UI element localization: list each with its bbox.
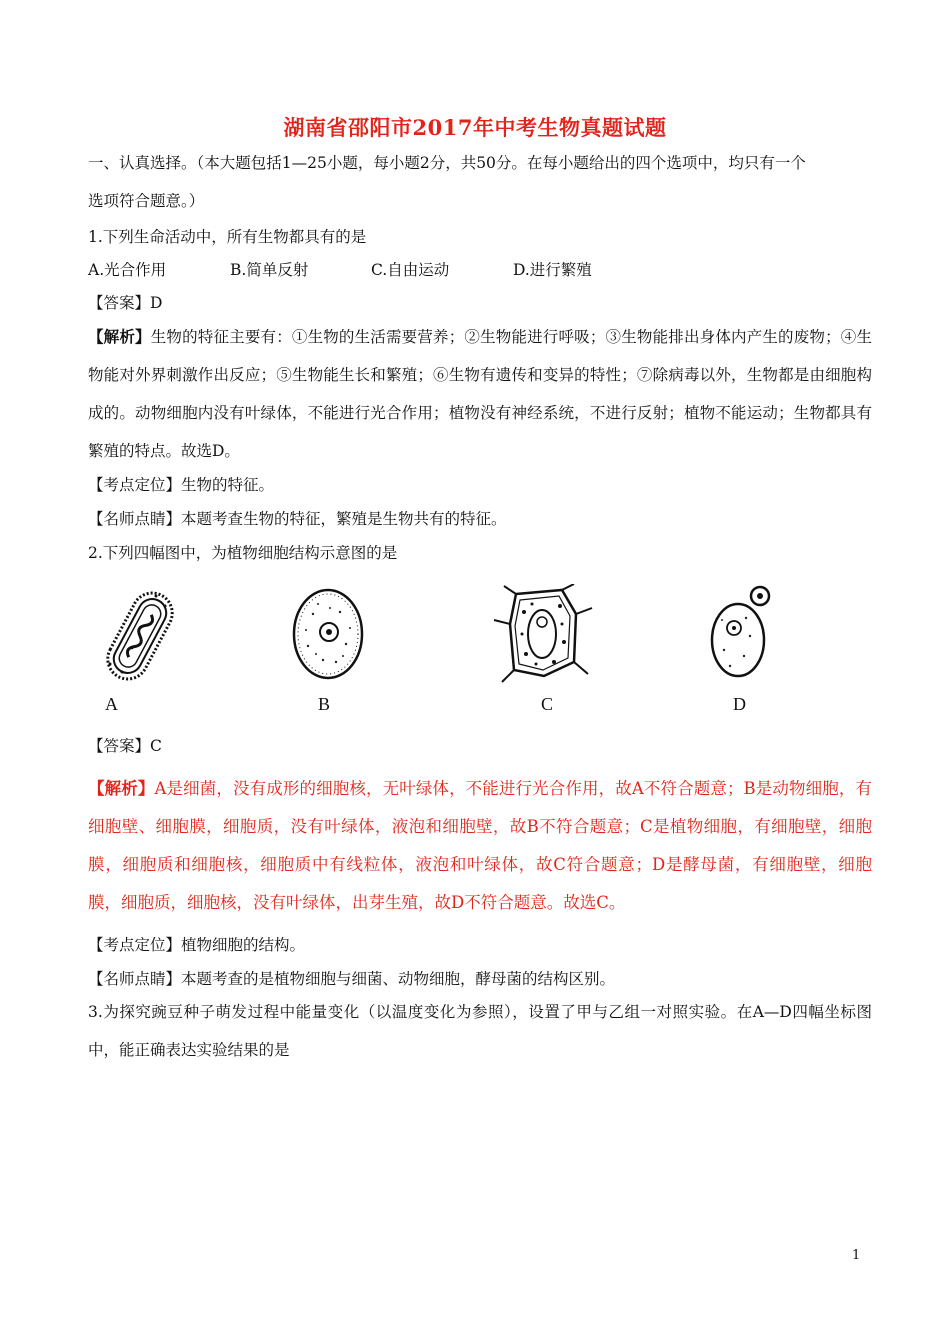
q1-point <box>88 474 870 496</box>
figure-a-bacterium <box>80 584 200 684</box>
q2-tip-label: 【名师点睛】 <box>88 970 182 988</box>
q1-answer-value: D <box>150 294 163 312</box>
q1-point-label: 【考点定位】 <box>88 476 182 494</box>
page-number: 1 <box>852 1248 861 1263</box>
q1-tip-text: 本题考查生物的特征，繁殖是生物共有的特征。 <box>181 510 507 528</box>
q2-tip <box>88 968 870 990</box>
q1-analysis-text: 生物的特征主要有：①生物的生活需要营养；②生物能进行呼吸；③生物能排出身体内产生的废物；④生物能对外界刺激作出反应；⑤生物能生长和繁殖；⑥生物有遗传和变异的特性；⑦除病毒以外，生物都是由细胞构成的。动物细胞内没有叶绿体，不能进行光合作用；植物没有神经系统，不进行反射；植物不能运动；生物都具有繁殖的特点。故选D。 <box>88 328 872 460</box>
q1-answer-label: 【答案】 <box>88 294 151 312</box>
figure-label-d: D <box>733 694 746 714</box>
figure-b-animal-cell <box>268 584 388 684</box>
figure-label-c: C <box>541 694 554 714</box>
q2-answer-value: C <box>150 737 162 755</box>
q1-option-d: D.进行繁殖 <box>513 261 592 279</box>
q1-option-c: C.自由运动 <box>371 261 450 279</box>
q1-analysis-label: 【解析】 <box>88 327 151 346</box>
figure-c-plant-cell <box>484 584 604 684</box>
section-header-line1: 一、认真选择。（本大题包括1—25小题，每小题2分，共50分。在每小题给出的四个选项中，均只有一个 <box>88 154 806 172</box>
q2-analysis-label: 【解析】 <box>88 779 155 798</box>
figure-label-a: A <box>105 694 118 714</box>
figure-label-b: B <box>318 694 331 714</box>
q2-answer-label: 【答案】 <box>88 737 151 755</box>
q2-point-text: 植物细胞的结构。 <box>181 936 306 954</box>
q1-stem: 1.下列生命活动中，所有生物都具有的是 <box>88 228 367 246</box>
q2-point <box>88 934 870 956</box>
section-header-line2: 选项符合题意。） <box>88 192 205 210</box>
q1-option-a: A.光合作用 <box>88 261 167 279</box>
q1-option-b: B.简单反射 <box>230 261 309 279</box>
q2-answer <box>88 735 870 757</box>
q2-analysis <box>88 770 872 922</box>
figure-d-yeast <box>684 584 804 684</box>
q1-analysis <box>88 318 872 470</box>
q2-stem: 2.下列四幅图中，为植物细胞结构示意图的是 <box>88 544 398 562</box>
page-title: 湖南省邵阳市2017年中考生物真题试题 <box>283 115 667 140</box>
q1-tip-label: 【名师点睛】 <box>88 510 182 528</box>
q1-point-text: 生物的特征。 <box>181 476 275 494</box>
q2-analysis-text: A是细菌，没有成形的细胞核，无叶绿体，不能进行光合作用，故A不符合题意；B是动物细胞，有细胞壁、细胞膜，细胞质，没有叶绿体，液泡和细胞壁，故B不符合题意；C是植物细胞，有细胞壁，细胞膜，细胞质和细胞核，细胞质中有线粒体，液泡和叶绿体，故C符合题意；D是酵母菌，有细胞壁，细胞膜，细胞质，细胞核，没有叶绿体，出芽生殖，故D不符合题意。故选C。 <box>88 779 872 912</box>
q3-stem: 3.为探究豌豆种子萌发过程中能量变化（以温度变化为参照），设置了甲与乙组一对照实验。在A—D四幅坐标图中，能正确表达实验结果的是 <box>88 1003 872 1059</box>
q1-tip <box>88 508 870 530</box>
q2-tip-text: 本题考查的是植物细胞与细菌、动物细胞，酵母菌的结构区别。 <box>181 970 616 988</box>
q2-point-label: 【考点定位】 <box>88 936 182 954</box>
q1-answer <box>88 292 870 314</box>
